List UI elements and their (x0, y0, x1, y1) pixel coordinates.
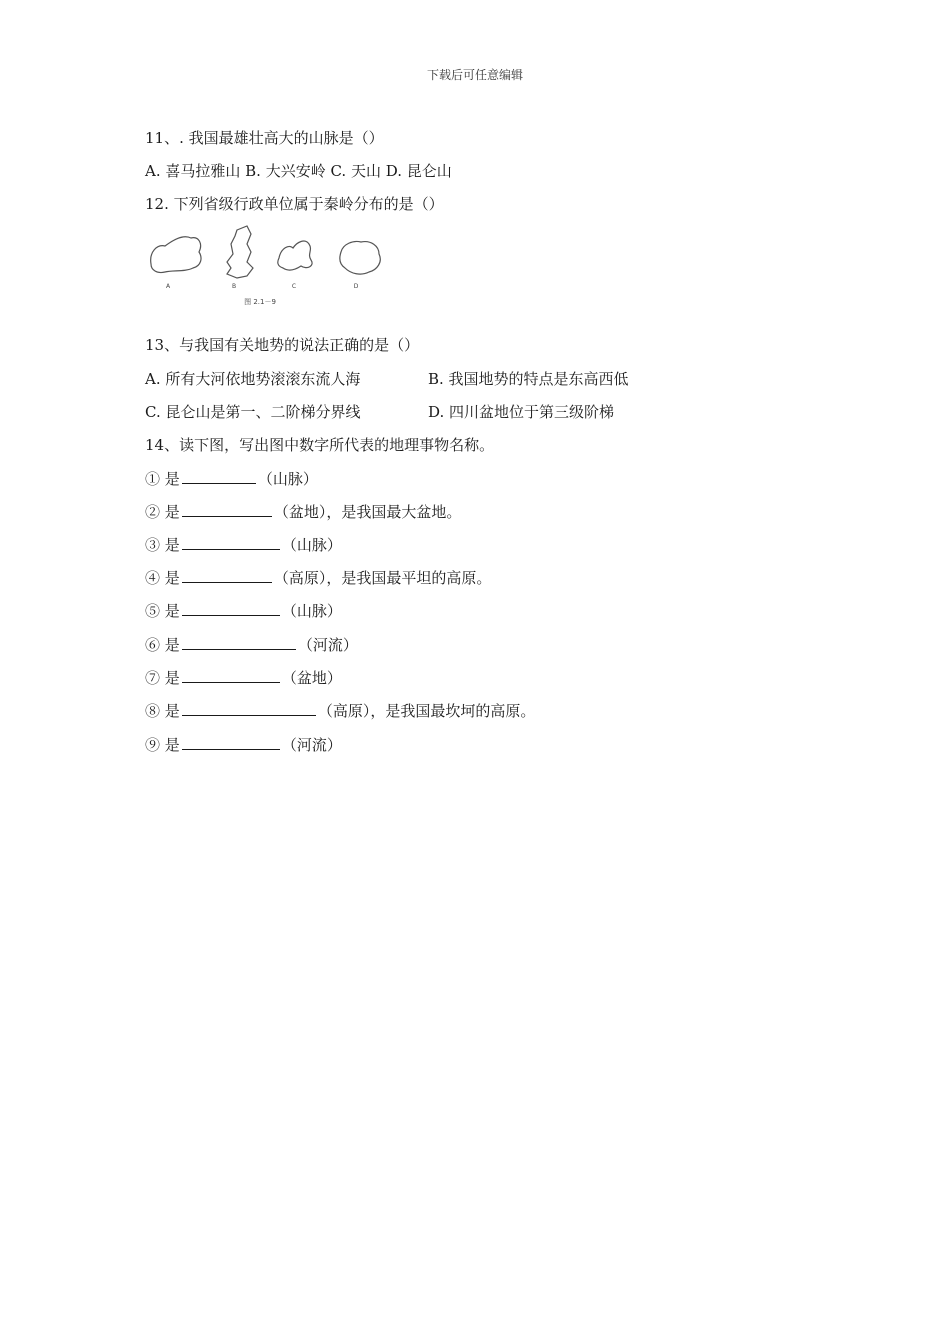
figure-label-d: D (353, 283, 359, 290)
q14-item-6 (145, 635, 358, 655)
q13-option-b: B. 我国地势的特点是东高西低 (428, 370, 629, 388)
item-suffix: （高原），是我国最坎坷的高原。 (317, 702, 536, 720)
q14-item-7 (145, 668, 342, 688)
q13-stem: 13、与我国有关地势的说法正确的是（） (145, 336, 420, 354)
item-suffix: （山脉） (257, 470, 318, 488)
q14-item-3 (145, 535, 342, 555)
item-number: ① (145, 470, 161, 488)
item-is: 是 (164, 536, 180, 554)
item-number: ⑧ (145, 702, 161, 720)
figure-label-a: A (165, 283, 171, 290)
answer-blank[interactable] (182, 701, 316, 716)
figure-label-c: C (291, 283, 297, 290)
province-outline-a (151, 237, 201, 273)
item-is: 是 (164, 470, 180, 488)
province-outline-figure (143, 222, 385, 310)
province-outline-c (278, 241, 312, 270)
answer-blank[interactable] (182, 502, 272, 517)
item-number: ⑥ (145, 636, 161, 654)
item-number: ② (145, 503, 161, 521)
figure-caption: 图 2.1－9 (244, 298, 276, 306)
item-is: 是 (164, 669, 180, 687)
q11-options: A. 喜马拉雅山 B. 大兴安岭 C. 天山 D. 昆仑山 (145, 162, 452, 180)
item-suffix: （河流） (281, 736, 342, 754)
q13-option-d: D. 四川盆地位于第三级阶梯 (428, 403, 615, 421)
item-number: ⑨ (145, 736, 161, 754)
item-is: 是 (164, 636, 180, 654)
item-suffix: （高原），是我国最平坦的高原。 (273, 569, 492, 587)
answer-blank[interactable] (182, 568, 272, 583)
answer-blank[interactable] (182, 635, 296, 650)
item-suffix: （山脉） (281, 602, 342, 620)
item-suffix: （盆地） (281, 669, 342, 687)
q14-item-1 (145, 469, 318, 489)
answer-blank[interactable] (182, 469, 256, 484)
item-is: 是 (164, 569, 180, 587)
item-is: 是 (164, 503, 180, 521)
item-suffix: （盆地），是我国最大盆地。 (273, 503, 462, 521)
page-header: 下载后可任意编辑 (426, 68, 523, 82)
q12-stem: 12. 下列省级行政单位属于秦岭分布的是（） (145, 195, 444, 213)
answer-blank[interactable] (182, 735, 280, 750)
q14-stem: 14、读下图，写出图中数字所代表的地理事物名称。 (145, 436, 495, 454)
item-is: 是 (164, 702, 180, 720)
q13-option-c: C. 昆仑山是第一、二阶梯分界线 (145, 403, 361, 421)
item-number: ⑦ (145, 669, 161, 687)
q14-item-4 (145, 568, 491, 588)
answer-blank[interactable] (182, 668, 280, 683)
q14-item-8 (145, 701, 535, 721)
item-number: ④ (145, 569, 161, 587)
answer-blank[interactable] (182, 601, 280, 616)
q13-option-a: A. 所有大河依地势滚滚东流人海 (145, 370, 361, 388)
figure-label-b: B (231, 283, 237, 290)
q11-stem: 11、. 我国最雄壮高大的山脉是（） (145, 129, 384, 147)
province-outline-b (227, 226, 253, 278)
item-is: 是 (164, 602, 180, 620)
answer-blank[interactable] (182, 535, 280, 550)
q14-item-2 (145, 502, 461, 522)
item-is: 是 (164, 736, 180, 754)
item-number: ⑤ (145, 602, 161, 620)
item-number: ③ (145, 536, 161, 554)
item-suffix: （河流） (297, 636, 358, 654)
province-outline-d (340, 241, 380, 274)
q14-item-5 (145, 601, 342, 621)
item-suffix: （山脉） (281, 536, 342, 554)
q14-item-9 (145, 735, 342, 755)
